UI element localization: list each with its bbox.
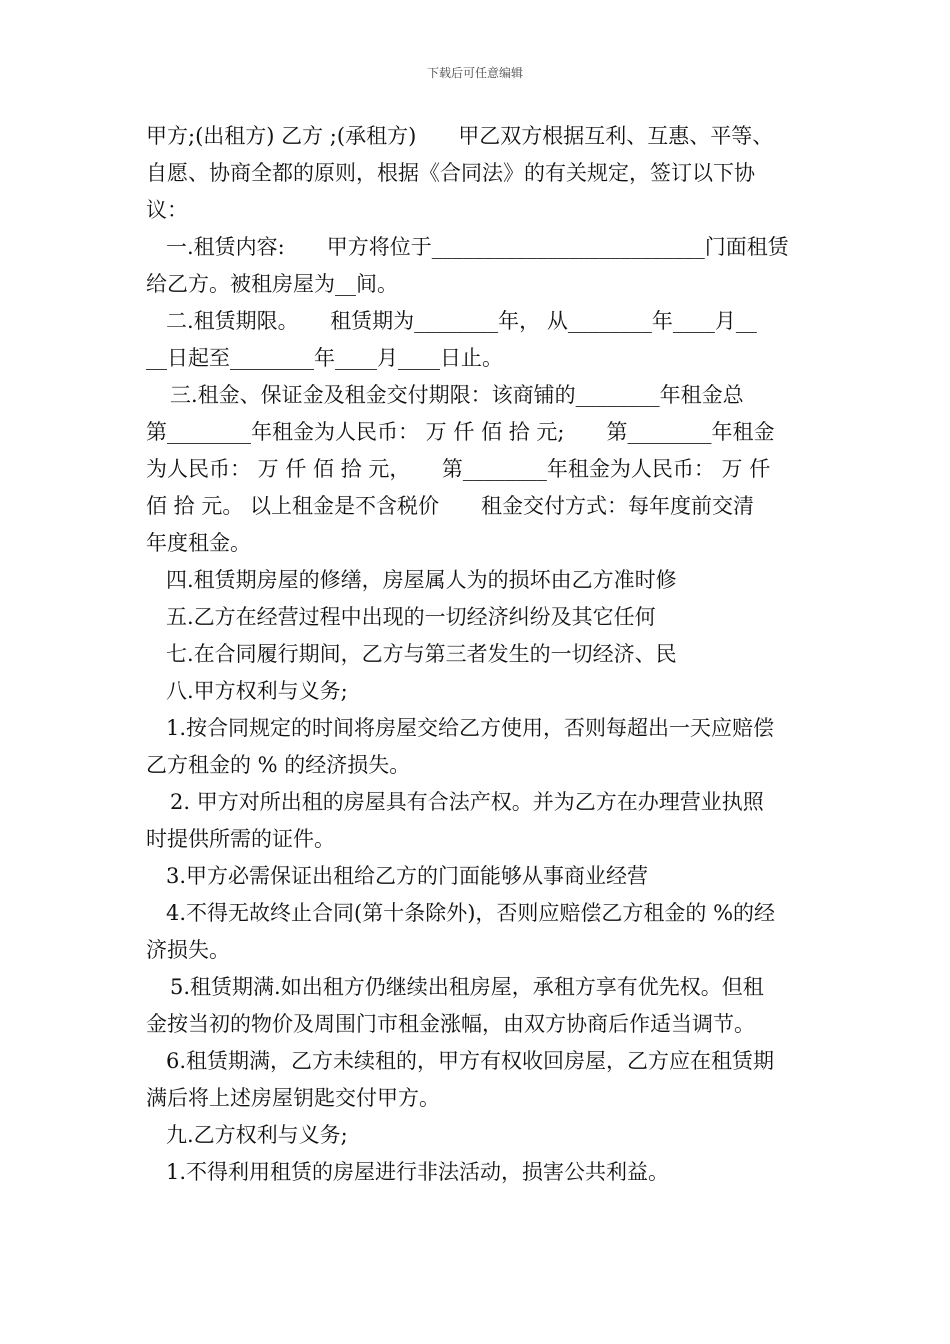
text-line: __日起至________年____月____日止。: [146, 346, 503, 370]
text-line: 佰 拾 元。 以上租金是不含税价 租金交付方式：每年度前交清: [146, 494, 755, 518]
contract-body: [146, 118, 808, 1191]
contract-text: [146, 118, 808, 1191]
text-line: 满后将上述房屋钥匙交付甲方。: [146, 1086, 440, 1110]
page-header-note: 下载后可任意编辑: [426, 66, 523, 80]
text-line: 议：: [146, 198, 188, 222]
text-line: 金按当初的物价及周围门市租金涨幅，由双方协商后作适当调节。: [146, 1012, 755, 1036]
text-line: 给乙方。被租房屋为__间。: [146, 272, 398, 296]
text-line: 三.租金、保证金及租金交付期限：该商铺的________年租金总: [170, 383, 744, 407]
text-line: 3.甲方必需保证出租给乙方的门面能够从事商业经营: [166, 864, 649, 888]
text-line: 八.甲方权利与义务;: [166, 679, 348, 703]
text-line: 七.在合同履行期间，乙方与第三者发生的一切经济、民: [166, 642, 677, 666]
text-line: 4.不得无故终止合同(第十条除外)，否则应赔偿乙方租金的 %的经: [166, 901, 776, 925]
text-line: 乙方租金的 % 的经济损失。: [146, 753, 411, 777]
text-line: 第________年租金为人民币： 万 仟 佰 拾 元; 第________年租金: [146, 420, 775, 444]
text-line: 6.租赁期满，乙方未续租的，甲方有权收回房屋，乙方应在租赁期: [166, 1049, 775, 1073]
text-line: 五.乙方在经营过程中出现的一切经济纠纷及其它任何: [166, 605, 656, 629]
text-line: 一.租赁内容: 甲方将位于__________________________门面租赁: [166, 235, 789, 259]
text-line: 自愿、协商全都的原则，根据《合同法》的有关规定，签订以下协: [146, 161, 755, 185]
text-line: 为人民币： 万 仟 佰 拾 元， 第________年租金为人民币： 万 仟: [146, 457, 771, 481]
text-line: 时提供所需的证件。: [146, 827, 335, 851]
text-line: 九.乙方权利与义务;: [166, 1123, 348, 1147]
text-line: 1.按合同规定的时间将房屋交给乙方使用，否则每超出一天应赔偿: [166, 716, 775, 740]
text-line: 甲方;(出租方) 乙方 ;(承租方) 甲乙双方根据互利、互惠、平等、: [146, 124, 774, 148]
text-line: 1.不得利用租赁的房屋进行非法活动，损害公共利益。: [166, 1160, 670, 1184]
text-line: 济损失。: [146, 938, 230, 962]
text-line: 2. 甲方对所出租的房屋具有合法产权。并为乙方在办理营业执照: [170, 790, 764, 814]
text-line: 四.租赁期房屋的修缮，房屋属人为的损坏由乙方准时修: [166, 568, 677, 592]
text-line: 年度租金。: [146, 531, 251, 555]
text-line: 5.租赁期满.如出租方仍继续出租房屋，承租方享有优先权。但租: [170, 975, 764, 999]
text-line: 二.租赁期限。 租赁期为________年， 从________年____月__: [166, 309, 757, 333]
